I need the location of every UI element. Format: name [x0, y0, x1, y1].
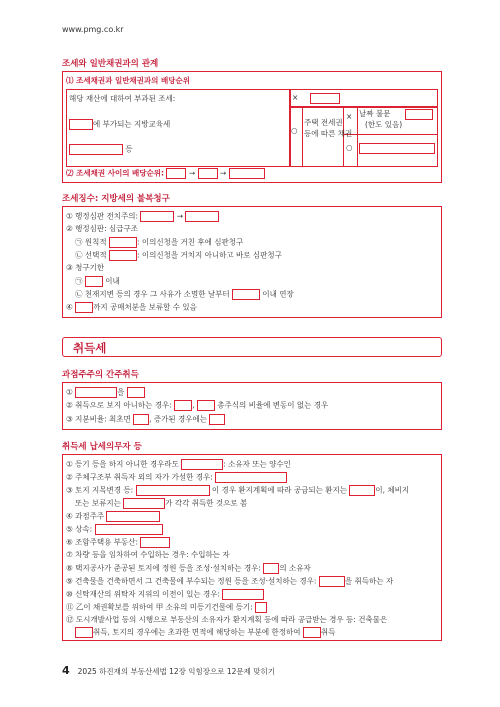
circle-mark: ○ — [346, 143, 353, 152]
taxpayer-box: ① 등기 등을 하지 아니한 경우라도 : 소유자 또는 양수인 ② 주체구조부 취득자 외의 자가 가설한 경우: ③ 토지 지목변경 등: 이 경우 환지계획에 따라 공급되는 환지는 이, 체비지 또는 보류지는 가 각각 취득한 것으로 봄 ④ 과점주주 ⑤ 상속: ⑥ 조합주택용 부동산: ⑦ 차량 등을 임차하여 수입하는 경우: 수입하는 자 ⑧ 택지공사가 준공된 토지에 정원 등을 조성·설치하는 경우: 의 소유자 ⑨ 건축물을 건축하면서 그 건축물에 부수되는 정원 등을 조성·설치하는 경우: 을 취득하는 자 ⑩ 신탁재산의 위탁자 지위의 이전이 있는 경우: ⑪ 乙이 채권확보를 위하여 甲 소유의 미등기건물에 등기: ⑫ 도시개발사업 등의 시행으로 부동산의 소유자가 환지계획 등에 따라 공급받는 경우 등: 건축물은 취득, 토지의 경우에는 초과한 면적에 해당하는 부분에 한정하여 취득 — [62, 454, 442, 641]
blank-field[interactable] — [85, 276, 103, 287]
section-title-local-tax-appeal: 조세징수: 지방세의 불복청구 — [62, 194, 170, 204]
blank-field[interactable] — [197, 400, 215, 411]
dividend-priority-box: ⑴ 조세채권과 일반채권과의 배당순위 해당 재산에 대하여 부과된 조세: 에 부가되는 지방교육세 등 × ○ 주택 전세권 등에 따른 채권 × 날짜 불문 (한도 있음) ○ ⑵ 조세채권 사이의 배당순위: → → — [62, 71, 442, 183]
blank-field[interactable] — [109, 237, 137, 248]
chapter-heading: 취득세 — [62, 337, 442, 357]
blank-field[interactable] — [166, 168, 186, 179]
blank-field[interactable] — [75, 627, 93, 638]
blank-field[interactable] — [75, 302, 93, 313]
site-url: www.pmg.co.kr — [62, 25, 124, 34]
blank-field[interactable] — [123, 498, 165, 509]
blank-field[interactable] — [232, 289, 260, 300]
blank-field[interactable] — [140, 211, 174, 222]
section-title-deemed-acquisition: 과점주주의 간주취득 — [62, 370, 139, 380]
blank-field[interactable] — [185, 211, 219, 222]
blank-field[interactable] — [303, 627, 321, 638]
blank-field[interactable] — [109, 250, 137, 261]
blank-field[interactable] — [349, 485, 375, 496]
section-title-taxpayer: 취득세 납세의무자 등 — [62, 442, 142, 452]
blank-field[interactable] — [174, 400, 192, 411]
circle-mark: ○ — [291, 126, 298, 135]
housing-jeonse-label: 주택 전세권 — [304, 118, 343, 127]
blank-field[interactable] — [198, 168, 218, 179]
blank-field[interactable] — [229, 168, 265, 179]
blank-field[interactable] — [69, 119, 93, 130]
blank-field[interactable] — [69, 144, 123, 155]
blank-field[interactable] — [215, 472, 287, 483]
x-mark: × — [346, 112, 353, 121]
blank-field[interactable] — [133, 414, 149, 425]
deemed-acquisition-box: ① 을 ② 취득으로 보지 아니하는 경우: , 총주식의 비율에 변동이 없는 경우 ③ 지분비율: 최초면 , 증가된 경우에는 — [62, 382, 442, 430]
blank-field[interactable] — [181, 459, 223, 470]
blank-field[interactable] — [209, 414, 225, 425]
local-education-tax-label: 에 부가되는 지방교육세 — [93, 119, 171, 129]
subheading-dividend-order: ⑴ 조세채권과 일반채권과의 배당순위 — [66, 76, 191, 85]
blank-field[interactable] — [75, 387, 117, 398]
blank-field[interactable] — [310, 93, 340, 104]
blank-field[interactable] — [359, 143, 435, 154]
date-irrelevant-label: 날짜 불문 — [359, 109, 391, 118]
blank-field[interactable] — [255, 602, 267, 613]
page-footer — [62, 664, 275, 677]
book-title: 2025 하진재의 부동산세법 12장 익힘장으로 12문제 맞히기 — [77, 667, 276, 676]
blank-field[interactable] — [136, 485, 210, 496]
page-number: 4 — [62, 664, 70, 677]
blank-field[interactable] — [319, 576, 345, 587]
section-title-tax-vs-general-claims: 조세와 일반채권과의 관계 — [62, 59, 159, 69]
blank-field[interactable] — [263, 563, 279, 574]
blank-field[interactable] — [405, 109, 433, 120]
blank-field[interactable] — [106, 511, 160, 522]
x-mark: × — [292, 93, 299, 102]
tax-on-property-label: 해당 재산에 대하여 부과된 조세: — [69, 94, 176, 103]
blank-field[interactable] — [95, 524, 163, 535]
appeal-box: ① 행정심판 전치주의: → ② 행정심판: 심급구조 ㉠ 원칙적 : 이의신청을 거친 후에 심판청구 ㉡ 선택적 : 이의신청을 거치지 아니하고 바로 심판청구 ③ 청구기한 ㉠ 이내 ㉡ 천재지변 등의 경우 그 사유가 소멸한 날부터 이내 연장 ④ 까지 공매처분을 보류할 수 있음 — [62, 206, 442, 318]
subheading-between-taxes: ⑵ 조세채권 사이의 배당순위: — [66, 168, 165, 178]
blank-field[interactable] — [140, 537, 170, 548]
blank-field[interactable] — [222, 589, 264, 600]
blank-field[interactable] — [127, 387, 145, 398]
